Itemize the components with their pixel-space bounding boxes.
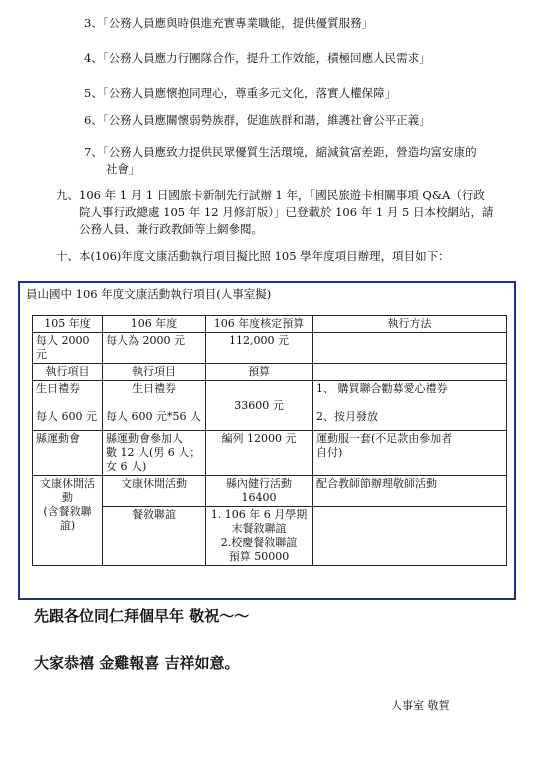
section-10-number: 十、 bbox=[56, 249, 79, 263]
item-4 bbox=[84, 51, 431, 66]
cell bbox=[206, 476, 313, 507]
item-5 bbox=[84, 86, 396, 101]
cell-line: 末餐敘聯誼 bbox=[231, 522, 287, 535]
header-105: 105 年度 bbox=[33, 316, 103, 333]
item-3-text: 「公務人員應與時俱進充實專業職能，提供優質服務」 bbox=[102, 16, 374, 30]
item-5-text: 「公務人員應懷抱同理心，尊重多元文化，落實人權保障」 bbox=[102, 86, 397, 100]
item-6-number: 6、 bbox=[84, 113, 103, 127]
cell-line: 縣內健行活動 bbox=[226, 477, 292, 490]
cell-line: 16400 bbox=[241, 491, 277, 504]
cell bbox=[313, 381, 507, 431]
cell bbox=[313, 364, 507, 381]
item-7-text: 「公務人員應致力提供民眾優質生活環境，縮減貧富差距，營造均富安康的 bbox=[102, 145, 477, 159]
cell bbox=[103, 381, 206, 431]
cell-line: 縣運動會參加人 bbox=[106, 432, 183, 445]
cell-line: 女 6 人) bbox=[106, 460, 147, 473]
cell: 33600 元 bbox=[206, 381, 313, 431]
table-row bbox=[33, 507, 507, 566]
item-7-continued: 社會」 bbox=[106, 162, 141, 176]
cell bbox=[206, 507, 313, 566]
cell-line: 動 bbox=[62, 491, 73, 504]
cell bbox=[313, 507, 507, 566]
cell-line: 每人 600 元 bbox=[36, 410, 97, 423]
cell-line: 運動服一套(不足款由參加者 bbox=[316, 432, 453, 445]
cell: 執行項目 bbox=[33, 364, 103, 381]
cell: 預算 bbox=[206, 364, 313, 381]
cell: 配合教師節辦理敬師活動 bbox=[313, 476, 507, 507]
item-5-number: 5、 bbox=[84, 86, 103, 100]
cell-line: 1、 購買聯合勸募愛心禮券 bbox=[316, 382, 448, 395]
table-header-row bbox=[33, 316, 507, 333]
cell: 每人為 2000 元 bbox=[103, 333, 206, 364]
closing-greeting: 先跟各位同仁拜個早年 敬祝～～ bbox=[34, 607, 250, 625]
activity-frame bbox=[18, 281, 516, 600]
cell-line: (含餐敘聯 bbox=[43, 505, 92, 518]
table-row bbox=[33, 364, 507, 381]
cell bbox=[103, 431, 206, 476]
section-10 bbox=[56, 249, 450, 264]
cell: 文康休閒活動 bbox=[103, 476, 206, 507]
table-row bbox=[33, 381, 507, 431]
cell: 編列 12000 元 bbox=[206, 431, 313, 476]
item-7-number: 7、 bbox=[84, 145, 103, 159]
item-4-number: 4、 bbox=[84, 51, 103, 65]
cell-line: 數 12 人(男 6 人； bbox=[106, 446, 201, 459]
cell bbox=[313, 431, 507, 476]
cell-line: 2.校慶餐敘聯誼 bbox=[220, 536, 298, 549]
section-9 bbox=[56, 188, 485, 203]
signature: 人事室 敬賀 bbox=[391, 699, 450, 712]
cell-line: 預算 50000 bbox=[228, 550, 290, 563]
header-106: 106 年度 bbox=[103, 316, 206, 333]
section-9-line-2: 院人事行政總處 105 年 12 月修訂版）」已登載於 106 年 1 月 5 日本校網站，請 bbox=[79, 205, 494, 219]
cell: 112,000 元 bbox=[206, 333, 313, 364]
item-3 bbox=[84, 16, 373, 31]
cell-line: 2、按月發放 bbox=[316, 410, 378, 423]
table-row bbox=[33, 431, 507, 476]
header-budget: 106 年度核定預算 bbox=[206, 316, 313, 333]
cell bbox=[33, 381, 103, 431]
activity-table bbox=[32, 315, 507, 566]
section-9-line-3: 公務人員、兼行政教師等上網參閱。 bbox=[79, 222, 263, 236]
cell-line: 每人 600 元*56 人 bbox=[106, 410, 201, 423]
cell-line: 誼) bbox=[59, 519, 76, 532]
cell: 執行項目 bbox=[103, 364, 206, 381]
item-6 bbox=[84, 113, 431, 128]
table-row bbox=[33, 333, 507, 364]
cell: 縣運動會 bbox=[33, 431, 103, 476]
cell bbox=[33, 476, 103, 566]
item-3-number: 3、 bbox=[84, 16, 103, 30]
item-6-text: 「公務人員應關懷弱勢族群，促進族群和諧，維護社會公平正義」 bbox=[102, 113, 431, 127]
cell-line: 自付) bbox=[316, 446, 343, 459]
cell-line: 文康休閒活 bbox=[40, 477, 95, 490]
section-9-line-1: 106 年 1 月 1 日國旅卡新制先行試辦 1 年，「國民旅遊卡相關事項 Q&A（行政 bbox=[79, 188, 485, 202]
cell-line: 生日禮券 bbox=[132, 382, 176, 395]
header-method: 執行方法 bbox=[313, 316, 507, 333]
item-7 bbox=[84, 145, 477, 160]
cell bbox=[313, 333, 507, 364]
cell-line: 生日禮券 bbox=[36, 382, 80, 395]
cell: 餐敘聯誼 bbox=[103, 507, 206, 566]
closing-blessing: 大家恭禧 金雞報喜 吉祥如意。 bbox=[34, 654, 240, 672]
section-10-text: 本(106)年度文康活動執行項目擬比照 105 學年度項目辦理，項目如下： bbox=[79, 249, 450, 263]
item-4-text: 「公務人員應力行團隊合作，提升工作效能，積極回應人民需求」 bbox=[102, 51, 431, 65]
section-9-number: 九、 bbox=[56, 188, 79, 202]
cell-line: 1. 106 年 6 月學期 bbox=[210, 508, 308, 521]
cell: 每人 2000 元 bbox=[33, 333, 103, 364]
table-row bbox=[33, 476, 507, 507]
table-title: 員山國中 106 年度文康活動執行項目(人事室擬) bbox=[26, 287, 272, 301]
